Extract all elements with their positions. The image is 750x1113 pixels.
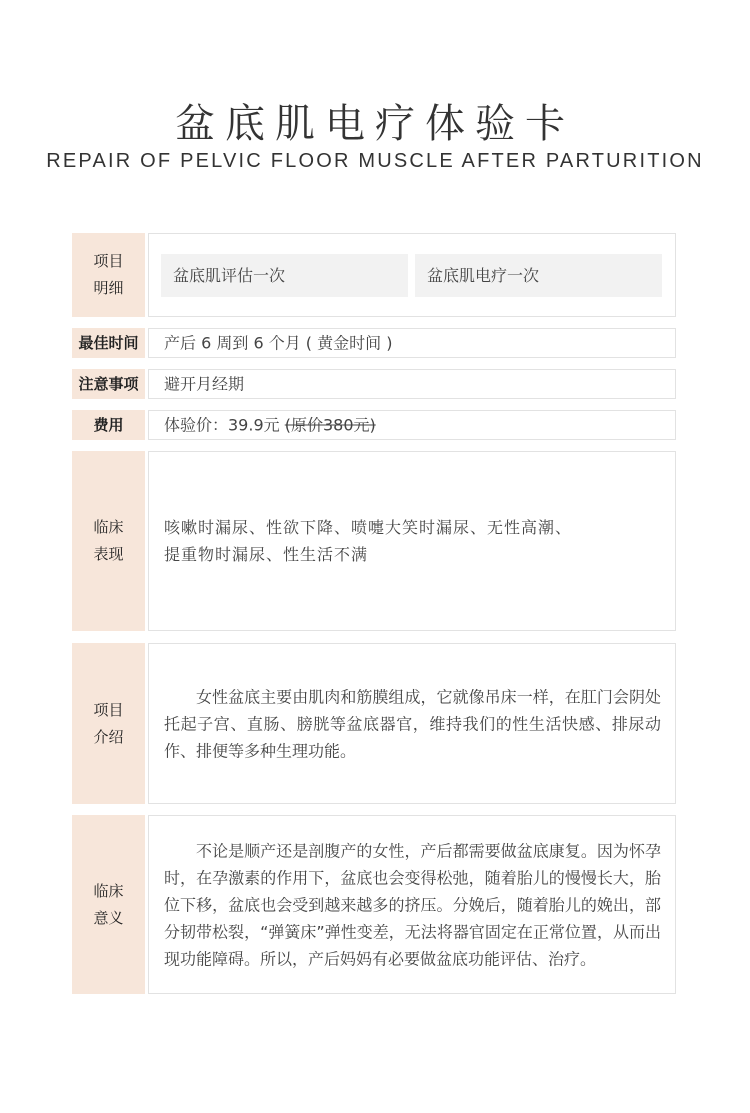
label-line: 介绍 <box>93 727 124 746</box>
label-line: 项目 <box>93 252 124 270</box>
label-line: 临床 <box>93 881 124 900</box>
cell-project-items <box>148 233 676 317</box>
fee-value-line <box>164 412 661 439</box>
row-project-items <box>72 233 676 317</box>
page-subtitle: REPAIR OF PELVIC FLOOR MUSCLE AFTER PARTURITION <box>46 150 704 172</box>
row-meaning <box>72 815 676 994</box>
item-therapy: 盆底肌电疗一次 <box>415 254 662 297</box>
fee-original-price: (原价380元) <box>284 415 376 435</box>
label-line: 表现 <box>93 545 124 563</box>
cell-fee <box>148 410 676 440</box>
label-meaning <box>72 815 145 994</box>
intro-text: 女性盆底主要由肌肉和筋膜组成，它就像吊床一样，在肛门会阴处托起子宫、直肠、膀胱等盆底器官，维持我们的性生活快感、排尿动作、排便等多种生理功能。 <box>164 687 661 760</box>
row-fee <box>72 410 676 440</box>
cell-intro <box>148 643 676 804</box>
clinical-line: 提重物时漏尿、性生活不满 <box>164 545 369 564</box>
fee-experience-price: 体验价：39.9元 <box>164 415 280 435</box>
label-best-time: 最佳时间 <box>72 328 145 358</box>
cell-best-time <box>148 328 676 358</box>
label-clinical <box>72 451 145 631</box>
best-time-value: 产后 6 周到 6 个月 ( 黄金时间 ) <box>164 333 393 353</box>
row-intro <box>72 643 676 804</box>
clinical-text <box>164 514 661 568</box>
meaning-text: 不论是顺产还是剖腹产的女性，产后都需要做盆底康复。因为怀孕时，在孕激素的作用下，盆底也会变得松弛，随着胎儿的慢慢长大，胎位下移，盆底也会受到越来越多的挤压。分娩后，随着胎儿的娩出，部分韧带松裂，“弹簧床”弹性变差，无法将器官固定在正常位置，从而出现功能障碍。所以，产后妈妈有必要做盆底功能评估、治疗。 <box>164 841 661 968</box>
page-title: 盆底肌电疗体验卡 <box>175 101 575 147</box>
label-project-items <box>72 233 145 317</box>
cell-clinical <box>148 451 676 631</box>
row-best-time <box>72 328 676 358</box>
label-line: 项目 <box>93 700 124 719</box>
clinical-line: 咳嗽时漏尿、性欲下降、喷嚏大笑时漏尿、无性高潮、 <box>164 518 573 537</box>
notes-value: 避开月经期 <box>164 374 245 394</box>
label-line: 明细 <box>93 279 124 297</box>
row-notes <box>72 369 676 399</box>
cell-notes <box>148 369 676 399</box>
item-assessment: 盆底肌评估一次 <box>161 254 408 297</box>
row-clinical <box>72 451 676 631</box>
label-fee: 费用 <box>72 410 145 440</box>
label-intro <box>72 643 145 804</box>
cell-meaning <box>148 815 676 994</box>
label-line: 临床 <box>93 518 124 536</box>
label-line: 意义 <box>93 908 124 927</box>
label-notes: 注意事项 <box>72 369 145 399</box>
